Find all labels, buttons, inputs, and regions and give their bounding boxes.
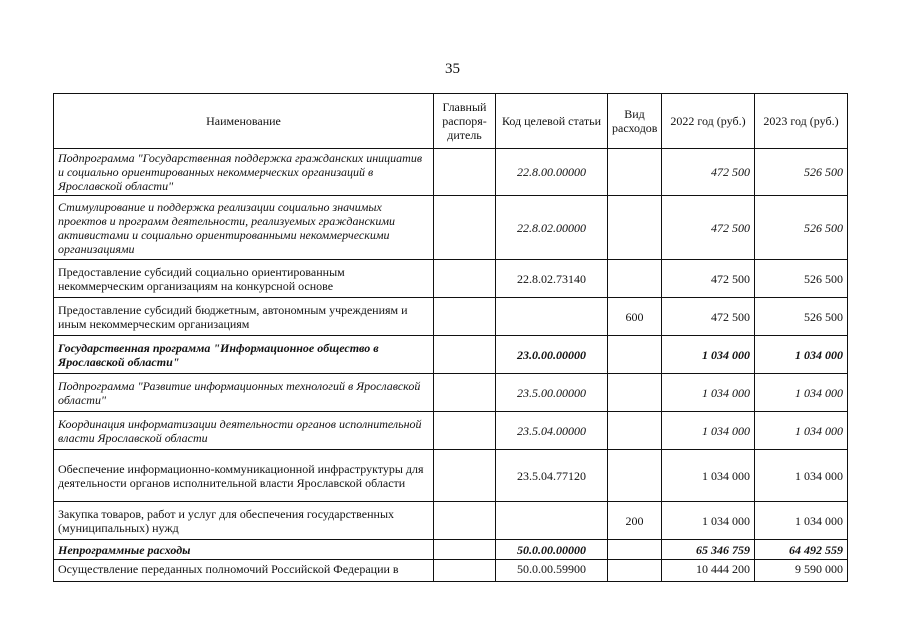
header-year-2022: 2022 год (руб.) xyxy=(662,94,755,149)
cell-year-2023: 526 500 xyxy=(755,298,848,336)
table-row xyxy=(54,298,848,336)
cell-year-2023: 526 500 xyxy=(755,260,848,298)
table-row xyxy=(54,149,848,196)
cell-main-manager xyxy=(434,450,496,502)
cell-year-2023: 1 034 000 xyxy=(755,336,848,374)
cell-main-manager xyxy=(434,502,496,540)
cell-target-code xyxy=(496,502,608,540)
header-main-manager: Главный распоря-дитель xyxy=(434,94,496,149)
cell-target-code: 22.8.02.00000 xyxy=(496,196,608,260)
cell-expense-type xyxy=(608,412,662,450)
cell-year-2023: 526 500 xyxy=(755,149,848,196)
cell-name: Координация информатизации деятельности органов исполнительной власти Ярославской области xyxy=(54,412,434,450)
cell-expense-type xyxy=(608,196,662,260)
cell-target-code: 23.5.00.00000 xyxy=(496,374,608,412)
cell-year-2023: 1 034 000 xyxy=(755,502,848,540)
cell-target-code: 22.8.02.73140 xyxy=(496,260,608,298)
cell-year-2022: 1 034 000 xyxy=(662,502,755,540)
cell-year-2022: 65 346 759 xyxy=(662,540,755,560)
table-row xyxy=(54,450,848,502)
cell-main-manager xyxy=(434,260,496,298)
cell-year-2023: 1 034 000 xyxy=(755,374,848,412)
cell-year-2022: 472 500 xyxy=(662,196,755,260)
cell-name: Стимулирование и поддержка реализации социально значимых проектов и программ деятельности, реализуемых гражданскими активистами и социально ориентированными некоммерческими организациями xyxy=(54,196,434,260)
cell-expense-type xyxy=(608,560,662,582)
cell-name: Государственная программа "Информационное общество в Ярославской области" xyxy=(54,336,434,374)
cell-year-2022: 1 034 000 xyxy=(662,336,755,374)
cell-year-2022: 472 500 xyxy=(662,149,755,196)
header-expense-type: Вид расходов xyxy=(608,94,662,149)
cell-main-manager xyxy=(434,196,496,260)
table-body xyxy=(54,149,848,582)
cell-main-manager xyxy=(434,560,496,582)
table-row xyxy=(54,260,848,298)
cell-year-2022: 472 500 xyxy=(662,260,755,298)
table-header-row xyxy=(54,94,848,149)
table-row xyxy=(54,560,848,582)
cell-year-2022: 472 500 xyxy=(662,298,755,336)
cell-name: Предоставление субсидий бюджетным, автономным учреждениям и иным некоммерческим организациям xyxy=(54,298,434,336)
cell-target-code xyxy=(496,298,608,336)
header-year-2023: 2023 год (руб.) xyxy=(755,94,848,149)
cell-target-code: 50.0.00.59900 xyxy=(496,560,608,582)
cell-target-code: 22.8.00.00000 xyxy=(496,149,608,196)
cell-expense-type: 600 xyxy=(608,298,662,336)
table-row xyxy=(54,412,848,450)
cell-year-2023: 526 500 xyxy=(755,196,848,260)
cell-name: Непрограммные расходы xyxy=(54,540,434,560)
cell-year-2022: 1 034 000 xyxy=(662,450,755,502)
cell-main-manager xyxy=(434,412,496,450)
table-row xyxy=(54,336,848,374)
header-target-code: Код целевой статьи xyxy=(496,94,608,149)
cell-expense-type xyxy=(608,450,662,502)
cell-main-manager xyxy=(434,540,496,560)
cell-main-manager xyxy=(434,149,496,196)
cell-expense-type: 200 xyxy=(608,502,662,540)
cell-main-manager xyxy=(434,336,496,374)
table-row xyxy=(54,540,848,560)
cell-year-2022: 1 034 000 xyxy=(662,412,755,450)
cell-expense-type xyxy=(608,260,662,298)
cell-year-2022: 1 034 000 xyxy=(662,374,755,412)
cell-target-code: 50.0.00.00000 xyxy=(496,540,608,560)
cell-target-code: 23.0.00.00000 xyxy=(496,336,608,374)
table-row xyxy=(54,196,848,260)
cell-year-2022: 10 444 200 xyxy=(662,560,755,582)
cell-main-manager xyxy=(434,374,496,412)
cell-name: Предоставление субсидий социально ориентированным некоммерческим организациям на конкурсной основе xyxy=(54,260,434,298)
cell-target-code: 23.5.04.00000 xyxy=(496,412,608,450)
cell-main-manager xyxy=(434,298,496,336)
cell-expense-type xyxy=(608,374,662,412)
cell-expense-type xyxy=(608,149,662,196)
cell-name: Подпрограмма "Развитие информационных технологий в Ярославской области" xyxy=(54,374,434,412)
table-row xyxy=(54,374,848,412)
page-number: 35 xyxy=(445,61,460,77)
cell-expense-type xyxy=(608,336,662,374)
cell-year-2023: 1 034 000 xyxy=(755,412,848,450)
cell-name: Обеспечение информационно-коммуникационной инфраструктуры для деятельности органов исполнительной власти Ярославской области xyxy=(54,450,434,502)
cell-target-code: 23.5.04.77120 xyxy=(496,450,608,502)
cell-name: Подпрограмма "Государственная поддержка гражданских инициатив и социально ориентированных некоммерческих организаций в Ярославской области" xyxy=(54,149,434,196)
cell-year-2023: 1 034 000 xyxy=(755,450,848,502)
cell-year-2023: 64 492 559 xyxy=(755,540,848,560)
cell-name: Осуществление переданных полномочий Российской Федерации в xyxy=(54,560,434,582)
cell-name: Закупка товаров, работ и услуг для обеспечения государственных (муниципальных) нужд xyxy=(54,502,434,540)
header-name: Наименование xyxy=(54,94,434,149)
cell-year-2023: 9 590 000 xyxy=(755,560,848,582)
table-row xyxy=(54,502,848,540)
cell-expense-type xyxy=(608,540,662,560)
budget-table xyxy=(53,93,848,582)
